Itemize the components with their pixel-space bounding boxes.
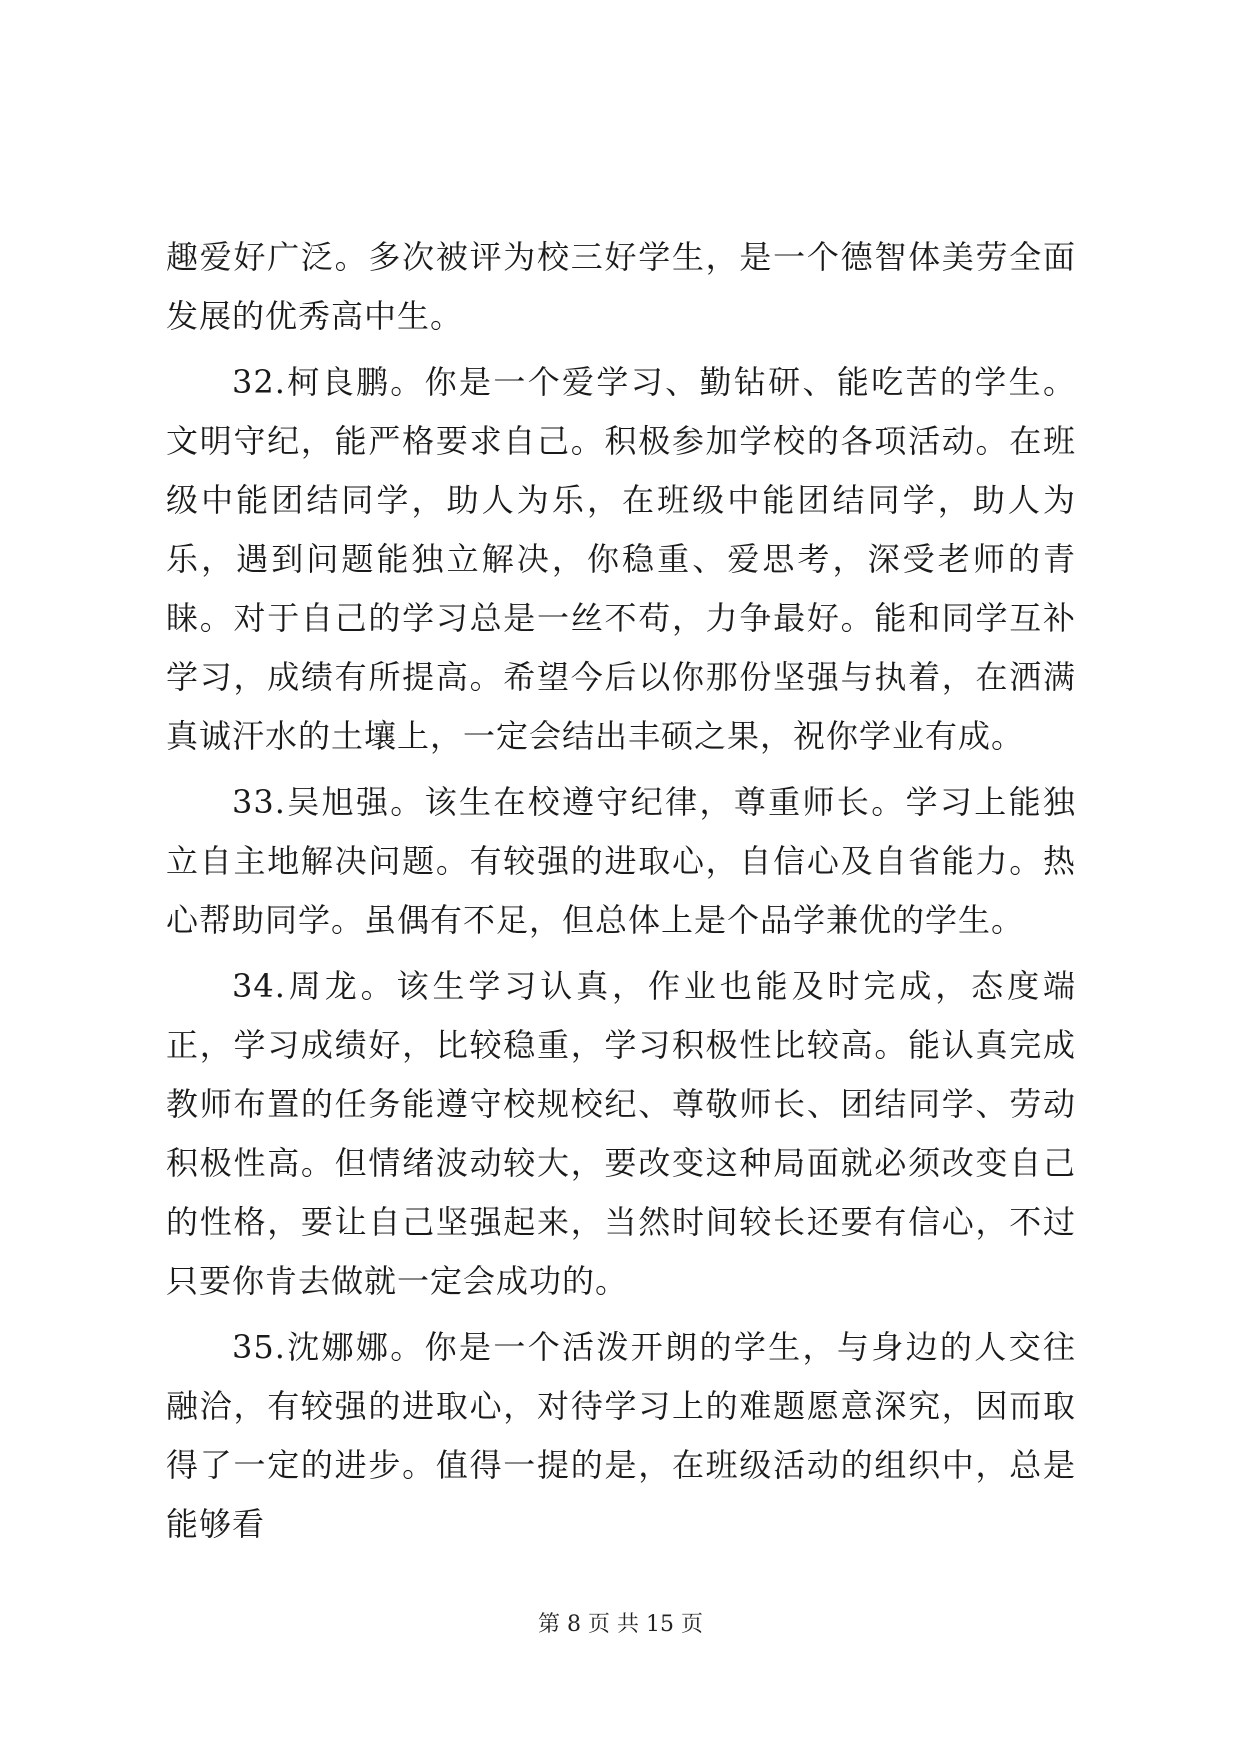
document-body (166, 228, 1076, 1561)
paragraph-entry-32: 32.柯良鹏。你是一个爱学习、勤钻研、能吃苦的学生。文明守纪，能严格要求自己。积极参加学校的各项活动。在班级中能团结同学，助人为乐，在班级中能团结同学，助人为乐，遇到问题能独立解决，你稳重、爱思考，深受老师的青睐。对于自己的学习总是一丝不苟，力争最好。能和同学互补学习，成绩有所提高。希望今后以你那份坚强与执着，在洒满真诚汗水的土壤上，一定会结出丰硕之果，祝你学业有成。 (166, 363, 1076, 755)
paragraph-entry-35: 35.沈娜娜。你是一个活泼开朗的学生，与身边的人交往融洽，有较强的进取心，对待学习上的难题愿意深究，因而取得了一定的进步。值得一提的是，在班级活动的组织中，总是能够看 (166, 1328, 1076, 1543)
page-footer: 第 8 页 共 15 页 (538, 1612, 703, 1637)
paragraph-entry-33: 33.吴旭强。该生在校遵守纪律，尊重师长。学习上能独立自主地解决问题。有较强的进取心，自信心及自省能力。热心帮助同学。虽偶有不足，但总体上是个品学兼优的学生。 (166, 783, 1076, 939)
paragraph-continuation: 趣爱好广泛。多次被评为校三好学生，是一个德智体美劳全面发展的优秀高中生。 (166, 238, 1076, 335)
paragraph-entry-34: 34.周龙。该生学习认真，作业也能及时完成，态度端正，学习成绩好，比较稳重，学习积极性比较高。能认真完成教师布置的任务能遵守校规校纪、尊敬师长、团结同学、劳动积极性高。但情绪波动较大，要改变这种局面就必须改变自己的性格，要让自己坚强起来，当然时间较长还要有信心，不过只要你肯去做就一定会成功的。 (166, 967, 1076, 1300)
